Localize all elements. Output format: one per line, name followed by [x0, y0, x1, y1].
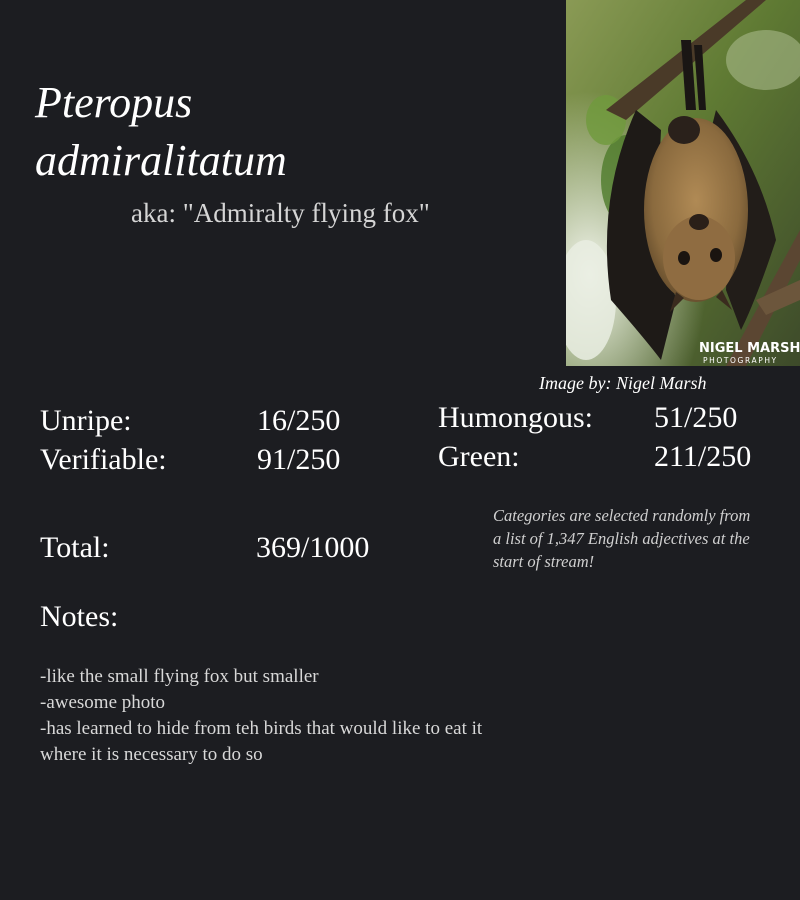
notes-list [40, 664, 510, 768]
species-common-name: aka: "Admiralty flying fox" [131, 198, 430, 228]
list-item: -awesome photo [40, 692, 166, 713]
score-label-humongous: Humongous: [438, 401, 594, 434]
image-credit: Image by: Nigel Marsh [539, 373, 707, 393]
photo-watermark-sub: PHOTOGRAPHY [703, 356, 778, 365]
total-value: 369/1000 [256, 531, 370, 564]
score-value-humongous: 51/250 [654, 401, 738, 434]
bat-photo [566, 0, 800, 366]
score-label-verifiable: Verifiable: [40, 443, 167, 476]
score-value-unripe: 16/250 [257, 404, 341, 437]
score-label-unripe: Unripe: [40, 404, 132, 437]
list-item: -like the small flying fox but smaller [40, 666, 319, 687]
score-label-green: Green: [438, 440, 520, 473]
notes-heading: Notes: [40, 600, 119, 633]
categories-note: Categories are selected randomly from a list of 1,347 English adjectives at the start of stream! [493, 506, 751, 571]
score-value-verifiable: 91/250 [257, 443, 341, 476]
list-item: -has learned to hide from teh birds that would like to eat it where it is necessary to do so [40, 718, 483, 765]
score-value-green: 211/250 [654, 440, 752, 473]
total-label: Total: [40, 531, 110, 564]
species-scientific-name: Pteropus admiralitatum [35, 78, 287, 185]
photo-watermark: NIGEL MARSH [699, 341, 800, 356]
